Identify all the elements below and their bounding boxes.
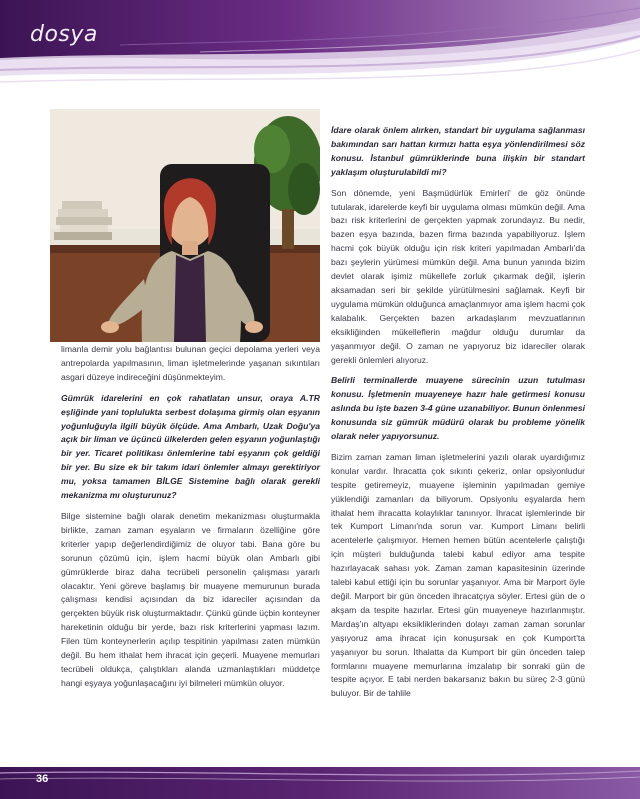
- left-paragraph-1: limanla demir yolu bağlantısı bulunan geçici depolama yerleri veya antrepolarda yapılmasının, liman işletmelerinde yaşanan sıkıntıları asgari düzeye indireceğini düşünmekteyim.: [61, 344, 320, 382]
- footer-swoosh-graphic: [0, 767, 640, 799]
- right-paragraph-2: Bizim zaman zaman liman işletmelerini yazılı olarak uyardığımız konular vardır. İhracatta çok sıkıntı çekeriz, onlar opsiyonludur tespite getiremeyiz, muayene işleminin yapılmadan gemiye yüklendiği zamanları da biliyorum. Opsiyonlu eşyalarda hem ithalat hem ihracatta kolaylıklar tanınıyor. İhracat işlemlerinde bir tek Kumport Limanı'nda sorun var. Kumport Limanı belirli acentelerle çalışmıyor. Hemen hemen bütün acentelerle çalıştığı için müşteri bulduğunda talebi kabul ediyor ama tespite hazırlayacak sahası yok. Zaman zaman kapasitesinin üzerinde talebi kabul ettiği için bu sorunlar yaşanıyor. Ama bir Marport öyle değil. Marport bir gün önceden ihracatçıya söyler. Ertesi gün de o akşam da tespite hazırlar. Ertesi gün muayeneye hazırlanmıştır. Mardaş'ın altyapı eksikliklerinden dolayı zaman zaman sorunlar yaşıyoruz ama ihracat için konuşursak en çok Kumport'ta yaşanıyor bu sorun. İthalatta da Kumport bir gün önceden talep formlarını muayene memurlarına imzalatıp bir sonraki gün de tespite açıyor. E tabi nerden bakarsanız bakın bu süreç 2-3 günü buluyor. Bir de tahlile: [331, 451, 585, 699]
- portrait-photo-icon: [50, 109, 320, 342]
- right-paragraph-1: Son dönemde, yeni Başmüdürlük Emirleri' de göz önünde tutularak, idarelerde keyfi bir uygulama olması mümkün değil. Ama bazı risk kriterlerini de gerçekten yapmak zorundayız. Bu nedir, bazen eşya bazında, bazen firma bazında yapabiliyoruz. İşlem hacmi çok büyük olduğu için risk kriteri yapılmadan Ambarlı'da bazı şeylerin yürümesi mümkün değil. Ama bunun yanında bizim devlet olarak işimiz mükellefe zorluk çıkarmak değil, işlerin aksamadan seri bir şekilde yürütülmesini sağlamak. Keyfi bir uygulama mümkün olduğunca amaçlanmıyor ama işlem hacmi çok kalabalık. Gerçekten bazen arkadaşlarım mevzuatlarının eksikliğinden mükelleflerin mağdur olduğu durumlar da yaşanmıyor değil. O zaman ne yapıyoruz biz idareciler olarak gerekli önlemleri alıyoruz.: [331, 187, 585, 365]
- right-question-2: Belirli terminallerde muayene sürecinin uzun tutulması konusu. İşletmenin muayeneye hazır hale getirmesi konusu aslında bu işte bazen 3-4 güne uzanabiliyor. Bunun önlenmesi konusunda siz gümrük müdürü olarak bu probleme yönelik olarak neler yapıyorsunuz.: [331, 375, 585, 442]
- left-paragraph-2: Bilge sistemine bağlı olarak denetim mekanizması oluşturmakla birlikte, zaman zaman eşyaların ve firmaların özelliğine göre kriterler yapıp değerlendirdiğimiz de oluyor tabi. Bana göre bu sorunun çözümü için, işlem hacmi büyük olan Ambarlı gibi gümrüklerde biraz daha tecrübeli personelin çalışması yararlı olacaktır. Yeni göreve başlamış bir muayene memurunun burada çalışması kendisi açısından da biz idareciler açısından da gerçekten büyük risk oluşturmaktadır. Çünkü günde üçbin konteyner hareketinin olduğu bir yerde, bazı risk kriterlerini yapması lazım. Filen tüm konteynerlerin açılıp tespitinin yapılması zaten mümkün değil. Bu hem ithalat hem ihracat için geçerli. Muayene memurları tecrübeli oldukça, çalıştıkları alanda uzmanlaştıkları müddetçe hangi eşyaya yoğunlaşacağını iyi bilmeleri mümkün oluyor.: [61, 510, 320, 688]
- page-number: 36: [36, 773, 49, 785]
- section-label: dosya: [30, 22, 98, 47]
- header-banner: [0, 0, 640, 100]
- left-column: [61, 343, 320, 698]
- right-question-1: İdare olarak önlem alırken, standart bir uygulama sağlanması bakımından sarı hattan kırmızı hatta eşya yönlendirilmesi söz konusu. İstanbul gümrüklerinde buna ilişkin bir standart yaklaşım oluşturulabildi mi?: [331, 125, 585, 177]
- left-question-1: Gümrük idarelerini en çok rahatlatan unsur, oraya A.TR eşliğinde yani toplulukta serbest dolaşıma girmiş olan eşyanın yoğunluğuyla ilgili büyük ölçüde. Ama Ambarlı, Uzak Doğu'ya açık bir liman ve üçüncü ülkelerden gelen eşyanın yoğunlaştığı bir yer. Ticaret politikası önlemlerine tabi eşyanın çok geldiği bir yer. Bu size ek bir takım idari önlemler almayı gerektiriyor mu, yoksa tamamen BİLGE Sistemine bağlı olarak gerekli mekanizma mı oluşturunuz?: [61, 392, 320, 501]
- right-column: [331, 124, 585, 708]
- footer-band: [0, 767, 640, 799]
- header-swoosh-graphic: [0, 0, 640, 100]
- portrait-photo: [50, 109, 320, 342]
